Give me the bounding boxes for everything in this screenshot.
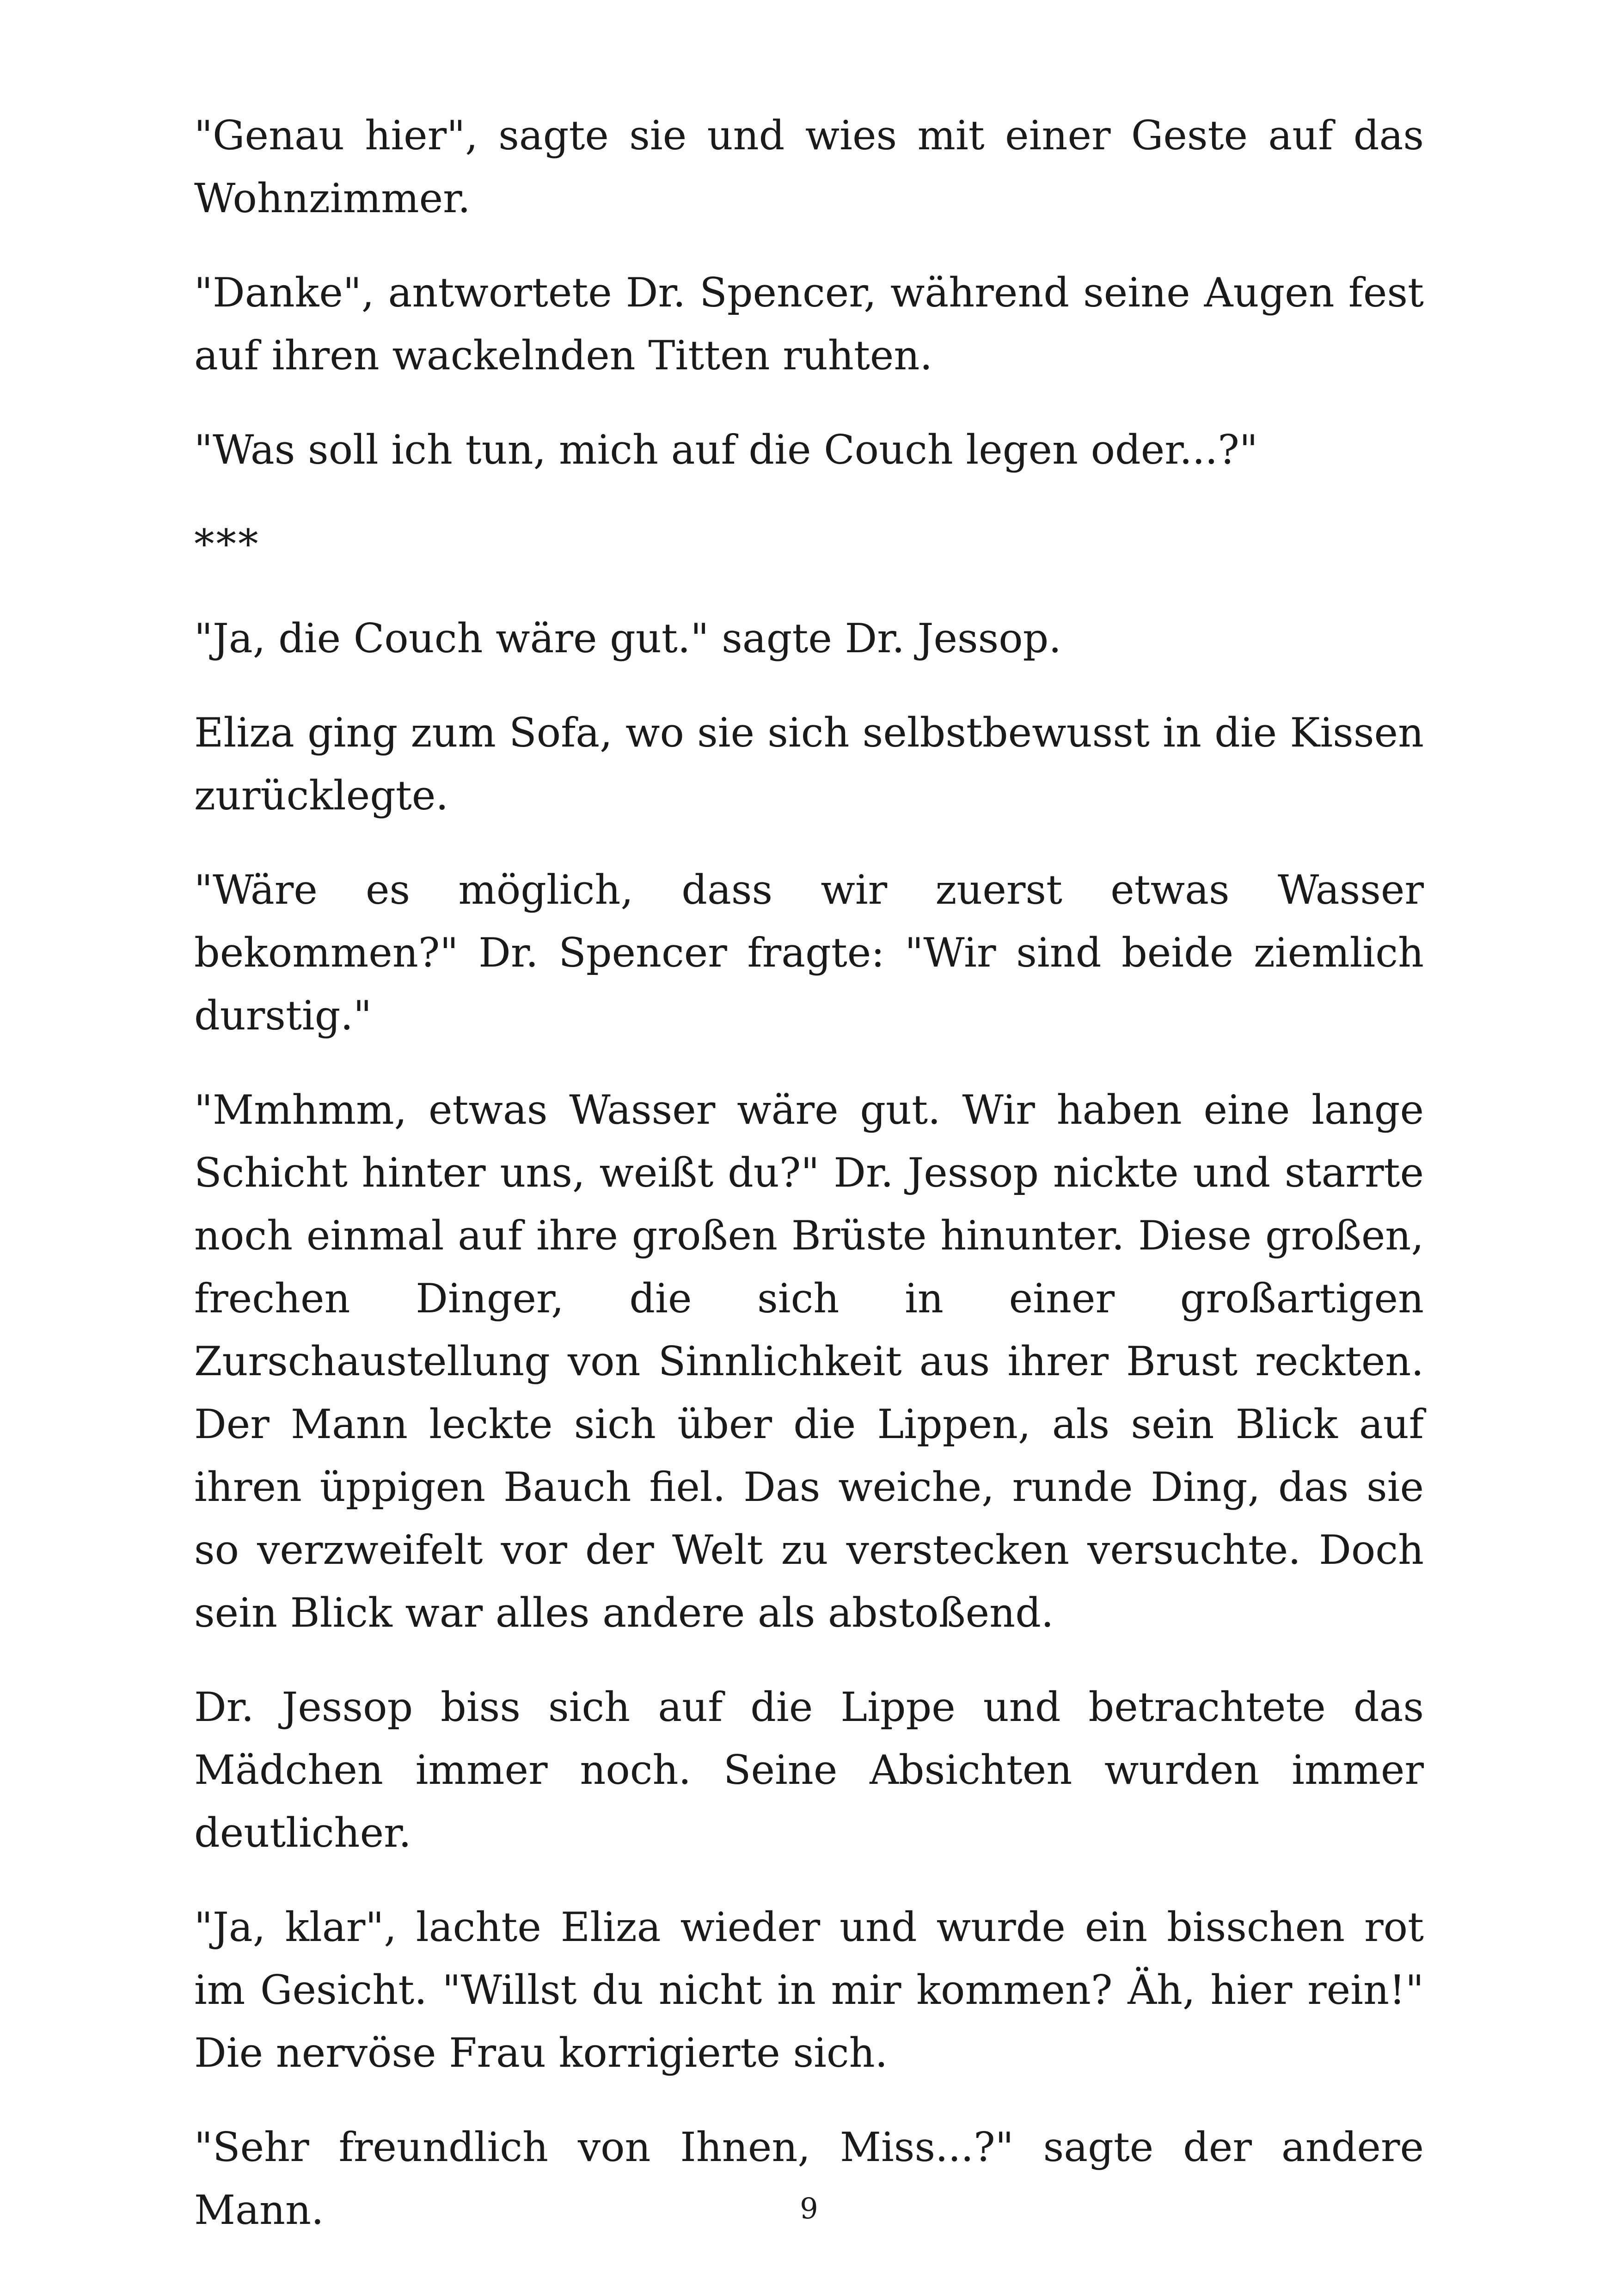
- paragraph: Eliza ging zum Sofa, wo sie sich selbstbewusst in die Kissen zurücklegte.: [194, 709, 1424, 819]
- paragraph: "Ja, die Couch wäre gut." sagte Dr. Jessop.: [194, 615, 1061, 662]
- paragraph: "Ja, klar", lachte Eliza wieder und wurde ein bisschen rot im Gesicht. "Willst du nicht in mir kommen? Äh, hier rein!" Die nervöse Frau korrigierte sich.: [194, 1904, 1424, 2076]
- paragraph: "Genau hier", sagte sie und wies mit einer Geste auf das Wohnzimmer.: [194, 112, 1424, 222]
- body-text: [194, 104, 1424, 2273]
- paragraph: Dr. Jessop biss sich auf die Lippe und betrachtete das Mädchen immer noch. Seine Absichten wurden immer deutlicher.: [194, 1684, 1424, 1856]
- paragraph: "Sehr freundlich von Ihnen, Miss...?" sagte der andere Mann.: [194, 2124, 1424, 2234]
- paragraph: "Wäre es möglich, dass wir zuerst etwas Wasser bekommen?" Dr. Spencer fragte: "Wir sind beide ziemlich durstig.": [194, 866, 1424, 1039]
- paragraph: "Mmhmm, etwas Wasser wäre gut. Wir haben eine lange Schicht hinter uns, weißt du?" Dr. Jessop nickte und starrte noch einmal auf ihre großen Brüste hinunter. Diese großen, frechen Dinger, die sich in einer großartigen Zurschaustellung von Sinnlichkeit aus ihrer Brust reckten. Der Mann leckte sich über die Lippen, als sein Blick auf ihren üppigen Bauch fiel. Das weiche, runde Ding, das sie so verzweifelt vor der Welt zu verstecken versuchte. Doch sein Blick war alles andere als abstoßend.: [194, 1086, 1424, 1636]
- page-number: 9: [800, 2192, 818, 2225]
- paragraph: "Was soll ich tun, mich auf die Couch legen oder...?": [194, 426, 1258, 473]
- paragraph: "Danke", antwortete Dr. Spencer, während seine Augen fest auf ihren wackelnden Titten ruhten.: [194, 269, 1424, 379]
- scene-separator: ***: [194, 520, 260, 568]
